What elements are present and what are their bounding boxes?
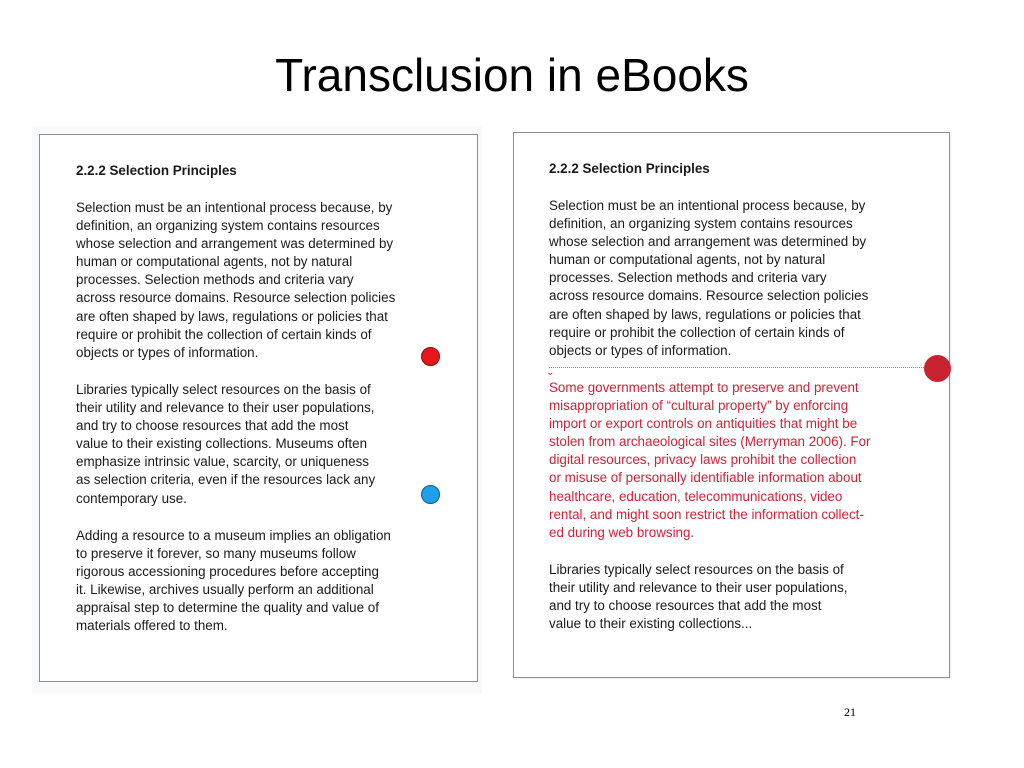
text-line: emphasize intrinsic value, scarcity, or uniqueness (76, 454, 369, 470)
text-line: import or export controls on antiquities that might be (549, 416, 858, 432)
page-number: 21 (844, 705, 856, 719)
text-line: appraisal step to determine the quality and value of (76, 600, 379, 616)
text-line: definition, an organizing system contains resources (76, 218, 380, 234)
text-line: ed during web browsing. (549, 524, 695, 540)
blue-circle-marker-icon[interactable] (421, 485, 440, 504)
text-line: are often shaped by laws, regulations or policies that (549, 306, 861, 322)
left-section-heading: 2.2.2 Selection Principles (76, 163, 237, 178)
text-line: processes. Selection methods and criteria vary (76, 272, 354, 288)
text-line: Libraries typically select resources on the basis of (76, 382, 371, 397)
text-line: across resource domains. Resource selection policies (76, 290, 396, 306)
text-line: definition, an organizing system contains resources (549, 216, 853, 232)
text-line: processes. Selection methods and criteria vary (549, 270, 827, 286)
left-paragraph-3 (76, 527, 391, 636)
text-line: Adding a resource to a museum implies an obligation (76, 528, 391, 543)
right-paragraph-3 (549, 561, 848, 633)
text-line: their utility and relevance to their user populations, (549, 580, 848, 596)
text-line: Libraries typically select resources on the basis of (549, 562, 844, 577)
text-line: Selection must be an intentional process because, by (549, 198, 866, 213)
text-line: value to their existing collections... (549, 616, 753, 632)
text-line: whose selection and arrangement was determined by (549, 234, 867, 250)
text-line: objects or types of information. (76, 344, 259, 360)
text-line: rigorous accessioning procedures before accepting (76, 564, 379, 580)
left-paragraph-2 (76, 381, 375, 508)
text-line: Some governments attempt to preserve and prevent (549, 380, 859, 395)
text-line: it. Likewise, archives usually perform an additional (76, 582, 374, 598)
text-line: to preserve it forever, so many museums follow (76, 546, 356, 562)
text-line: misappropriation of “cultural property” by enforcing (549, 398, 849, 414)
text-line: require or prohibit the collection of certain kinds of (76, 326, 372, 342)
red-circle-marker-icon[interactable] (924, 355, 951, 382)
text-line: digital resources, privacy laws prohibit the collection (549, 452, 857, 468)
text-line: whose selection and arrangement was determined by (76, 236, 394, 252)
text-line: their utility and relevance to their user populations, (76, 400, 375, 416)
text-line: as selection criteria, even if the resources lack any (76, 472, 376, 488)
text-line: materials offered to them. (76, 618, 228, 634)
right-section-heading: 2.2.2 Selection Principles (549, 161, 710, 176)
text-line: or misuse of personally identifiable information about (549, 470, 862, 486)
text-line: healthcare, education, telecommunications, video (549, 488, 843, 504)
text-line: stolen from archaeological sites (Merryman 2006). For (549, 434, 871, 450)
transcluded-paragraph (549, 379, 871, 542)
slide-title: Transclusion in eBooks (275, 49, 749, 101)
transclusion-connector-line (549, 367, 924, 368)
text-line: and try to choose resources that add the most (76, 418, 349, 434)
text-line: human or computational agents, not by natural (76, 254, 353, 270)
text-line: value to their existing collections. Museums often (76, 436, 368, 452)
left-paragraph-1 (76, 199, 395, 362)
text-line: are often shaped by laws, regulations or policies that (76, 308, 388, 324)
right-paragraph-1 (549, 197, 868, 360)
text-line: rental, and might soon restrict the information collect- (549, 506, 864, 522)
text-line: Selection must be an intentional process because, by (76, 200, 393, 215)
text-line: objects or types of information. (549, 342, 732, 358)
text-line: human or computational agents, not by natural (549, 252, 826, 268)
text-line: contemporary use. (76, 490, 187, 506)
text-line: require or prohibit the collection of certain kinds of (549, 324, 845, 340)
text-line: across resource domains. Resource selection policies (549, 288, 869, 304)
chevron-down-icon[interactable]: ⌄ (546, 367, 555, 378)
red-circle-marker-icon[interactable] (421, 347, 440, 366)
text-line: and try to choose resources that add the most (549, 598, 822, 614)
